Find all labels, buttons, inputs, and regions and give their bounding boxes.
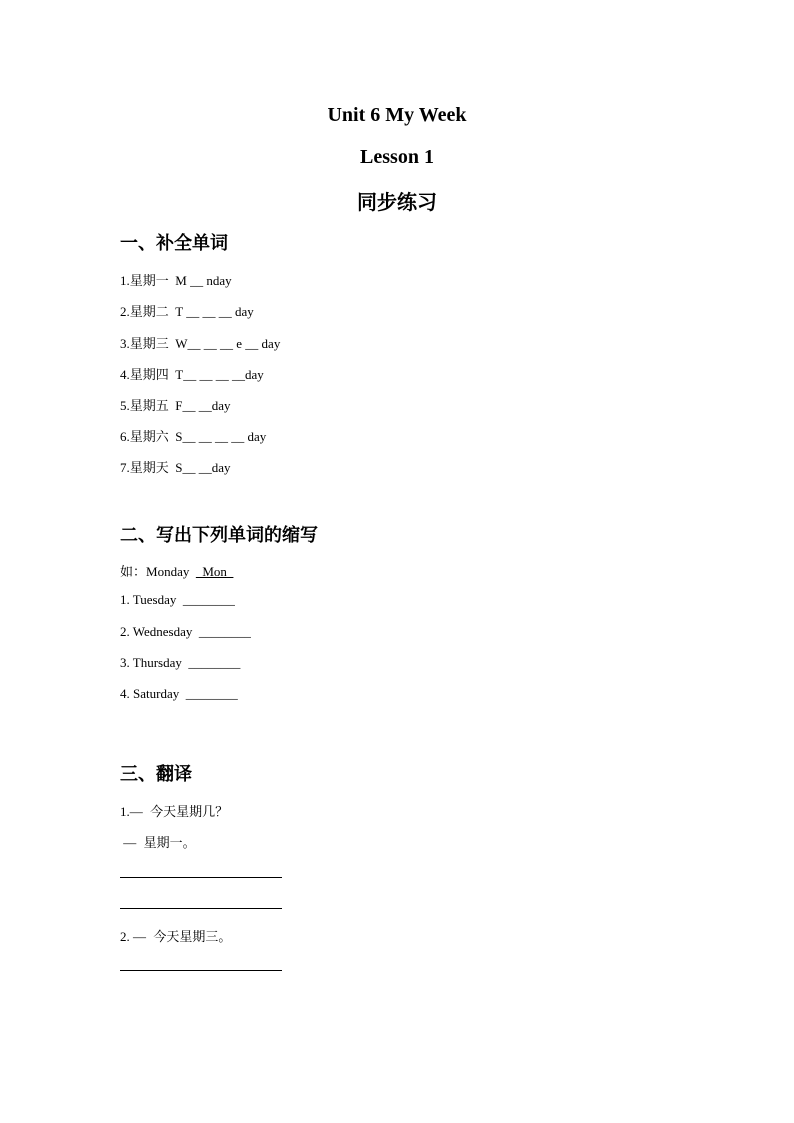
- item-number: 2.: [120, 304, 130, 319]
- item-chinese: 星期二: [129, 305, 169, 320]
- item-chinese: 星期五: [129, 399, 169, 414]
- question-number: 1.—: [120, 804, 146, 819]
- item-blank-word: S__ __ __ __ day: [168, 429, 267, 444]
- list-item: [120, 426, 266, 445]
- answer-line[interactable]: [120, 970, 282, 971]
- unit-title: Unit 6 My Week: [327, 104, 467, 126]
- item-number: 5.: [120, 398, 130, 413]
- item-blank-word: S__ __day: [168, 460, 231, 475]
- item-chinese: 星期一: [129, 274, 169, 289]
- question-number: 2. —: [120, 929, 150, 944]
- section2-heading: 二、写出下列单词的缩写: [120, 525, 318, 546]
- list-item: 1. Tuesday ________: [120, 592, 235, 607]
- list-item: [120, 270, 232, 289]
- question-2: [120, 926, 231, 945]
- dash: —: [120, 835, 140, 850]
- list-item: 3. Thursday ________: [120, 655, 241, 670]
- item-chinese: 星期三: [129, 337, 169, 352]
- list-item: [120, 457, 231, 476]
- item-number: 3.: [120, 336, 130, 351]
- item-number: 1.: [120, 273, 130, 288]
- item-blank-word: F__ __day: [168, 398, 231, 413]
- item-number: 4.: [120, 367, 130, 382]
- practice-subtitle: 同步练习: [357, 190, 437, 214]
- question-chinese: 今天星期三。: [149, 930, 232, 945]
- lesson-title: Lesson 1: [360, 146, 434, 168]
- question-chinese: 今天星期几？: [146, 805, 229, 820]
- item-blank-word: T __ __ __ day: [168, 304, 254, 319]
- list-item: 2. Wednesday ________: [120, 624, 251, 639]
- answer-line[interactable]: [120, 877, 282, 878]
- answer-line[interactable]: [120, 908, 282, 909]
- example-line: [120, 561, 233, 580]
- item-blank-word: M __ nday: [168, 273, 232, 288]
- question-1-line-1: [120, 801, 228, 820]
- item-chinese: 星期天: [129, 461, 169, 476]
- item-blank-word: T__ __ __ __day: [168, 367, 264, 382]
- section3-heading: 三、翻译: [120, 764, 192, 785]
- item-number: 7.: [120, 460, 130, 475]
- section1-heading: 一、补全单词: [120, 233, 228, 254]
- list-item: [120, 364, 264, 383]
- example-word: Monday: [146, 564, 196, 579]
- item-blank-word: W__ __ __ e __ day: [168, 336, 281, 351]
- item-number: 6.: [120, 429, 130, 444]
- item-chinese: 星期六: [129, 430, 169, 445]
- item-chinese: 星期四: [129, 368, 169, 383]
- list-item: 4. Saturday ________: [120, 686, 238, 701]
- example-prefix: 如：: [120, 565, 147, 580]
- list-item: [120, 333, 280, 352]
- list-item: [120, 395, 231, 414]
- question-1-line-2: [120, 832, 196, 851]
- list-item: [120, 301, 254, 320]
- question-chinese: 星期一。: [139, 836, 196, 851]
- example-answer: Mon: [195, 564, 234, 579]
